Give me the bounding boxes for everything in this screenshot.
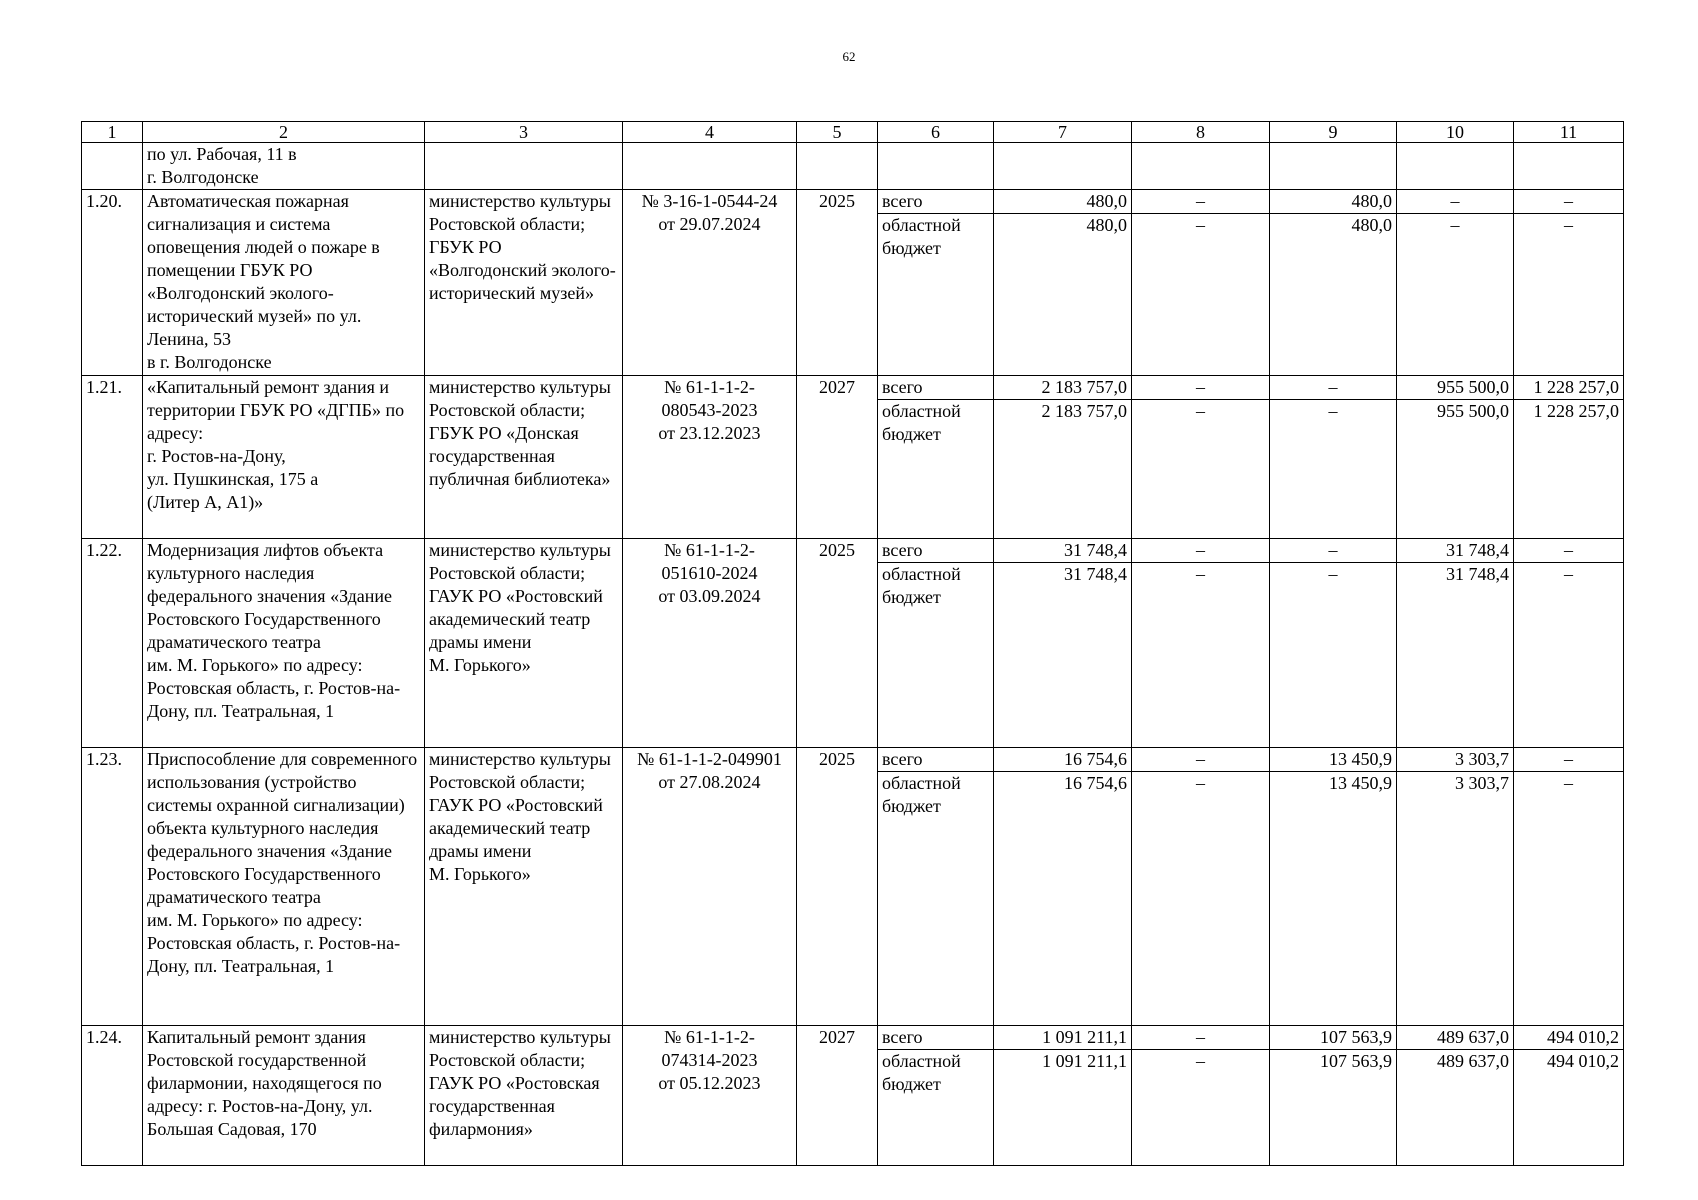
funding-source-cell: всего: [878, 190, 994, 214]
object-name-cell: Капитальный ремонт здания Ростовской государственной филармонии, находящегося по адресу: г. Ростов-на-Дону, ул. Большая Садовая, 170: [143, 1026, 425, 1166]
amount-cell: 13 450,9: [1270, 772, 1397, 1026]
column-header: 8: [1132, 122, 1270, 143]
document-cell: № 61-1-1-2- 080543-2023 от 23.12.2023: [623, 376, 797, 539]
table-cell: [878, 143, 994, 190]
column-header: 7: [994, 122, 1132, 143]
table-cell: [425, 143, 623, 190]
amount-cell: –: [1397, 214, 1514, 376]
table-row: [82, 539, 1624, 563]
column-header-row: [82, 122, 1624, 143]
funding-source-cell: всего: [878, 539, 994, 563]
document-cell: № 3-16-1-0544-24 от 29.07.2024: [623, 190, 797, 376]
amount-cell: 3 303,7: [1397, 772, 1514, 1026]
amount-cell: 489 637,0: [1397, 1050, 1514, 1166]
amount-cell: 13 450,9: [1270, 748, 1397, 772]
table-row: [82, 748, 1624, 772]
column-header: 10: [1397, 122, 1514, 143]
table-cell: [1270, 143, 1397, 190]
amount-cell: –: [1514, 563, 1624, 748]
column-header: 4: [623, 122, 797, 143]
amount-cell: 480,0: [1270, 214, 1397, 376]
amount-cell: 955 500,0: [1397, 400, 1514, 539]
funding-source-cell: всего: [878, 376, 994, 400]
amount-cell: 489 637,0: [1397, 1026, 1514, 1050]
amount-cell: –: [1514, 539, 1624, 563]
amount-cell: 480,0: [994, 190, 1132, 214]
column-header: 11: [1514, 122, 1624, 143]
table-row: [82, 190, 1624, 214]
amount-cell: 107 563,9: [1270, 1050, 1397, 1166]
amount-cell: 31 748,4: [1397, 563, 1514, 748]
table-cell: [1132, 143, 1270, 190]
funding-source-cell: областной бюджет: [878, 214, 994, 376]
budget-table: [81, 121, 1624, 1166]
table-cell: [1397, 143, 1514, 190]
funding-source-cell: областной бюджет: [878, 400, 994, 539]
year-cell: 2025: [797, 748, 878, 1026]
amount-cell: 1 228 257,0: [1514, 376, 1624, 400]
amount-cell: 1 228 257,0: [1514, 400, 1624, 539]
amount-cell: –: [1132, 400, 1270, 539]
amount-cell: –: [1132, 563, 1270, 748]
amount-cell: 480,0: [1270, 190, 1397, 214]
amount-cell: –: [1397, 190, 1514, 214]
amount-cell: –: [1132, 214, 1270, 376]
row-number-cell: 1.23.: [82, 748, 143, 1026]
amount-cell: 31 748,4: [994, 539, 1132, 563]
column-header: 3: [425, 122, 623, 143]
amount-cell: 955 500,0: [1397, 376, 1514, 400]
object-name-cell: «Капитальный ремонт здания и территории ГБУК РО «ДГПБ» по адресу: г. Ростов-на-Дону, ул. Пушкинская, 175 а (Литер А, А1)»: [143, 376, 425, 539]
object-name-cell: Автоматическая пожарная сигнализация и система оповещения людей о пожаре в помещении ГБУК РО «Волгодонский эколого-исторический музей» по ул. Ленина, 53 в г. Волгодонске: [143, 190, 425, 376]
row-number-cell: 1.20.: [82, 190, 143, 376]
amount-cell: –: [1270, 563, 1397, 748]
amount-cell: 480,0: [994, 214, 1132, 376]
amount-cell: –: [1132, 190, 1270, 214]
column-header: 2: [143, 122, 425, 143]
amount-cell: 16 754,6: [994, 748, 1132, 772]
organization-cell: министерство культуры Ростовской области; ГАУК РО «Ростовская государственная филармония»: [425, 1026, 623, 1166]
document-cell: № 61-1-1-2- 051610-2024 от 03.09.2024: [623, 539, 797, 748]
amount-cell: 2 183 757,0: [994, 376, 1132, 400]
document-cell: № 61-1-1-2- 074314-2023 от 05.12.2023: [623, 1026, 797, 1166]
organization-cell: министерство культуры Ростовской области; ГАУК РО «Ростовский академический театр драмы имени М. Горького»: [425, 748, 623, 1026]
amount-cell: 31 748,4: [994, 563, 1132, 748]
funding-source-cell: всего: [878, 1026, 994, 1050]
column-header: 9: [1270, 122, 1397, 143]
amount-cell: 494 010,2: [1514, 1026, 1624, 1050]
amount-cell: 31 748,4: [1397, 539, 1514, 563]
amount-cell: 3 303,7: [1397, 748, 1514, 772]
amount-cell: 1 091 211,1: [994, 1050, 1132, 1166]
page-number: 62: [842, 49, 856, 64]
amount-cell: –: [1270, 376, 1397, 400]
document-cell: № 61-1-1-2-049901 от 27.08.2024: [623, 748, 797, 1026]
table-row: [82, 1026, 1624, 1050]
table-cell: [1514, 143, 1624, 190]
object-name-cell: по ул. Рабочая, 11 в г. Волгодонске: [143, 143, 425, 190]
amount-cell: –: [1132, 772, 1270, 1026]
amount-cell: –: [1132, 1026, 1270, 1050]
table-cell: [623, 143, 797, 190]
amount-cell: 16 754,6: [994, 772, 1132, 1026]
amount-cell: –: [1132, 1050, 1270, 1166]
amount-cell: –: [1132, 539, 1270, 563]
amount-cell: –: [1270, 400, 1397, 539]
organization-cell: министерство культуры Ростовской области; ГАУК РО «Ростовский академический театр драмы имени М. Горького»: [425, 539, 623, 748]
row-number-cell: 1.22.: [82, 539, 143, 748]
column-header: 1: [82, 122, 143, 143]
table-row: [82, 376, 1624, 400]
organization-cell: министерство культуры Ростовской области; ГБУК РО «Донская государственная публичная библиотека»: [425, 376, 623, 539]
row-number-cell: 1.24.: [82, 1026, 143, 1166]
table-cell: [82, 143, 143, 190]
amount-cell: –: [1270, 539, 1397, 563]
column-header: 6: [878, 122, 994, 143]
amount-cell: 1 091 211,1: [994, 1026, 1132, 1050]
table-cell: [994, 143, 1132, 190]
organization-cell: министерство культуры Ростовской области; ГБУК РО «Волгодонский эколого-исторический музей»: [425, 190, 623, 376]
year-cell: 2027: [797, 1026, 878, 1166]
object-name-cell: Приспособление для современного использования (устройство системы охранной сигнализации) объекта культурного наследия федерального значения «Здание Ростовского Государственного драматического театра им. М. Горького» по адресу: Ростовская область, г. Ростов-на-Дону, пл. Театральная, 1: [143, 748, 425, 1026]
amount-cell: 2 183 757,0: [994, 400, 1132, 539]
amount-cell: 494 010,2: [1514, 1050, 1624, 1166]
amount-cell: –: [1514, 772, 1624, 1026]
year-cell: 2025: [797, 190, 878, 376]
funding-source-cell: областной бюджет: [878, 772, 994, 1026]
amount-cell: –: [1514, 190, 1624, 214]
amount-cell: 107 563,9: [1270, 1026, 1397, 1050]
funding-source-cell: областной бюджет: [878, 1050, 994, 1166]
amount-cell: –: [1514, 214, 1624, 376]
object-name-cell: Модернизация лифтов объекта культурного наследия федерального значения «Здание Ростовского Государственного драматического театра им. М. Горького» по адресу: Ростовская область, г. Ростов-на-Дону, пл. Театральная, 1: [143, 539, 425, 748]
row-number-cell: 1.21.: [82, 376, 143, 539]
funding-source-cell: всего: [878, 748, 994, 772]
year-cell: 2025: [797, 539, 878, 748]
year-cell: 2027: [797, 376, 878, 539]
amount-cell: –: [1514, 748, 1624, 772]
amount-cell: –: [1132, 748, 1270, 772]
amount-cell: –: [1132, 376, 1270, 400]
table-cell: [797, 143, 878, 190]
column-header: 5: [797, 122, 878, 143]
funding-source-cell: областной бюджет: [878, 563, 994, 748]
continuation-row: [82, 143, 1624, 190]
